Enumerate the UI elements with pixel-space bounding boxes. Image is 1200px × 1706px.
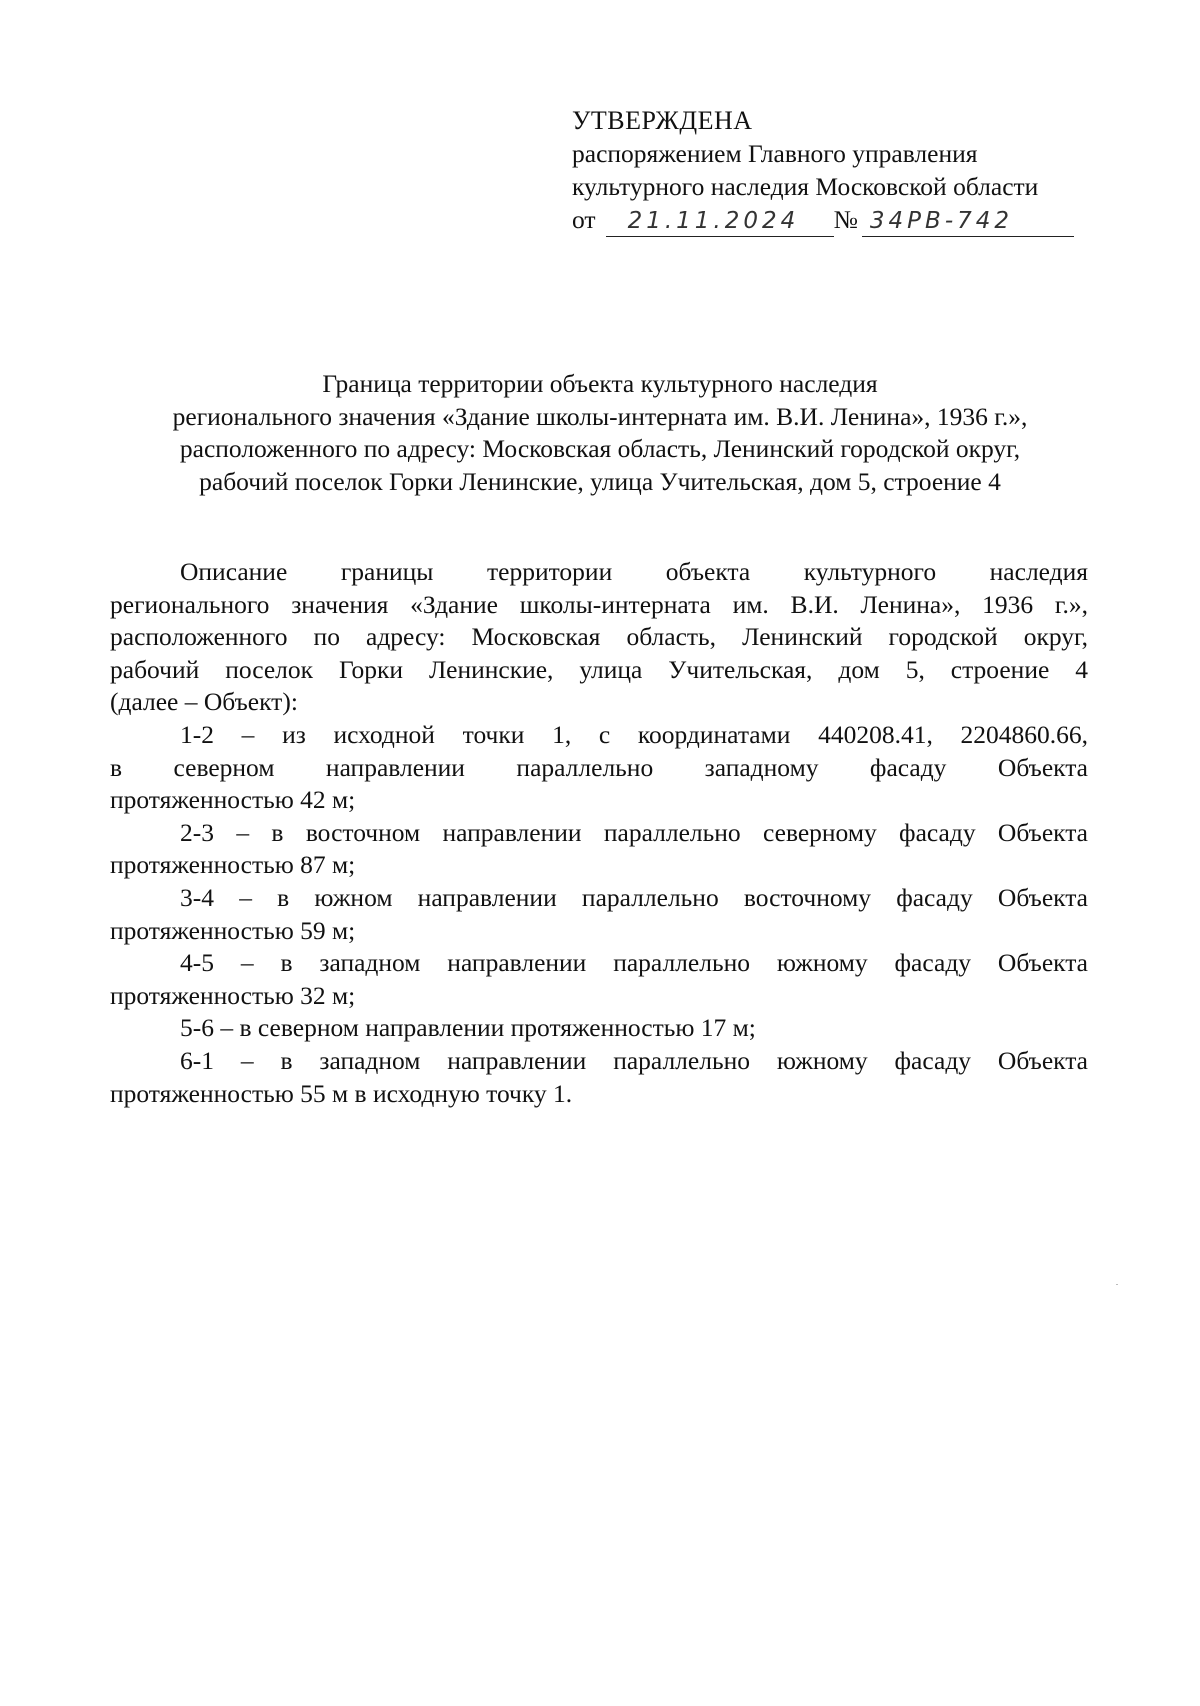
segment-line: в северном направлении параллельно западному фасаду Объекта [110,752,1088,782]
intro-line-2: регионального значения «Здание школы-интерната им. В.И. Ленина», 1936 г.», [110,589,1088,619]
approval-line-1: распоряжением Главного управления [572,139,978,168]
segment-2-3 [110,817,1088,882]
segment-line: 4-5 – в западном направлении параллельно южному фасаду Объекта [180,948,1088,978]
segment-line: 6-1 – в западном направлении параллельно южному фасаду Объекта [180,1045,1088,1075]
title-line-1: Граница территории объекта культурного наследия [322,369,878,398]
intro-line-3: расположенного по адресу: Московская область, Ленинский городской округ, [110,622,1088,652]
segment-line: 2-3 – в восточном направлении параллельно северному фасаду Объекта [180,817,1088,847]
title-line-4: рабочий поселок Горки Ленинские, улица Учительская, дом 5, строение 4 [199,466,1001,496]
segment-1-2 [110,719,1088,817]
segment-line: 1-2 – из исходной точки 1, с координатами 440208.41, 2204860.66, [180,719,1088,749]
intro-line-1: Описание границы территории объекта культурного наследия [180,557,1088,586]
segment-line: протяженностью 55 м в исходную точку 1. [110,1078,573,1108]
approval-heading: УТВЕРЖДЕНА [572,106,753,135]
segment-line: протяженностью 87 м; [110,850,356,880]
description-body [110,556,1088,1110]
handwritten-date: 21.11.2024 [606,207,834,237]
segment-line: протяженностью 42 м; [110,785,356,815]
from-label: от [572,205,596,234]
approval-line-2: культурного наследия Московской области [572,172,1039,201]
segment-line: 5-6 – в северном направлении протяженностью 17 м; [180,1013,756,1043]
number-label: № [833,205,858,234]
segment-line: протяженностью 59 м; [110,915,356,945]
segment-line: 3-4 – в южном направлении параллельно восточному фасаду Объекта [180,882,1088,912]
intro-line-4: рабочий поселок Горки Ленинские, улица Учительская, дом 5, строение 4 [110,654,1088,684]
approval-stamp-block [572,104,1112,237]
intro-line-5: (далее – Объект): [110,687,298,717]
title-line-3: расположенного по адресу: Московская область, Ленинский городской округ, [179,434,1021,463]
segment-4-5 [110,947,1088,1012]
segment-5-6 [110,1012,1088,1045]
segment-3-4 [110,882,1088,947]
handwritten-number: 34РВ-742 [862,207,1074,237]
segment-line: протяженностью 32 м; [110,980,356,1010]
scan-speck [1116,1284,1118,1285]
description-intro [110,556,1088,719]
approval-signature-line [572,203,1112,237]
document-title [100,368,1100,498]
title-line-2: регионального значения «Здание школы-интерната им. В.И. Ленина», 1936 г.», [172,401,1028,431]
segment-6-1 [110,1045,1088,1110]
